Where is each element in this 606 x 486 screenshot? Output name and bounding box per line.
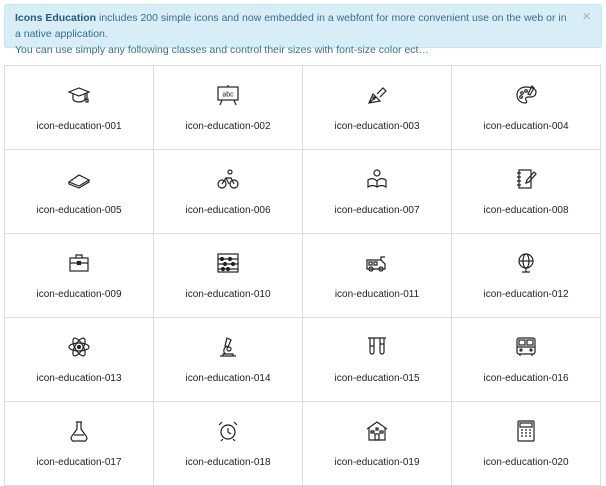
icon-label: icon-education-011 [334,289,420,300]
bicycle-icon [216,167,240,191]
icon-label: icon-education-013 [36,373,122,384]
icon-grid [4,65,602,486]
icon-card[interactable] [452,234,601,318]
icon-label: icon-education-012 [483,289,569,300]
bus-front-icon [514,335,538,359]
paint-palette-icon [514,83,538,107]
icon-card[interactable] [303,402,452,486]
fountain-pen-icon [365,83,389,107]
icon-card[interactable] [154,318,303,402]
icon-label: icon-education-015 [334,373,420,384]
icon-label: icon-education-018 [185,457,271,468]
icon-card[interactable] [452,402,601,486]
icon-card[interactable] [452,150,601,234]
icon-label: icon-education-001 [36,121,122,132]
icon-card[interactable] [5,234,154,318]
icon-card[interactable] [452,66,601,150]
icon-label: icon-education-009 [36,289,122,300]
globe-icon [514,251,538,275]
icon-label: icon-education-007 [334,205,420,216]
icon-label: icon-education-005 [36,205,122,216]
icon-label: icon-education-019 [334,457,420,468]
info-notice [4,4,602,56]
microscope-icon [216,335,240,359]
school-building-icon [365,419,389,443]
icon-card[interactable] [303,66,452,150]
notice-text-1: includes 200 simple icons and now embedded in a webfont for more convenient use on the web or in a native application. [15,12,567,40]
icon-label: icon-education-002 [185,121,271,132]
icon-card[interactable] [5,402,154,486]
icon-label: icon-education-006 [185,205,271,216]
test-tubes-icon [365,335,389,359]
notebook-pen-icon [514,167,538,191]
school-bus-icon [365,251,389,275]
icon-card[interactable] [452,318,601,402]
calculator-icon [514,419,538,443]
icon-card[interactable] [154,150,303,234]
icon-label: icon-education-014 [185,373,271,384]
icon-label: icon-education-008 [483,205,569,216]
notice-title: Icons Education [15,12,97,24]
graduation-cap-icon [67,83,91,107]
icon-card[interactable] [154,66,303,150]
notice-line-1 [15,10,575,42]
icon-label: icon-education-020 [483,457,569,468]
close-icon[interactable]: × [582,8,591,25]
icon-card[interactable] [154,234,303,318]
icon-label: icon-education-017 [36,457,122,468]
icon-label: icon-education-003 [334,121,420,132]
abacus-icon [216,251,240,275]
svg-text:abc: abc [222,91,234,99]
icon-card[interactable] [303,318,452,402]
notice-line-2: You can use simply any following classes and control their sizes with font-size color ect… [15,44,429,56]
icon-card[interactable] [5,150,154,234]
icon-card[interactable] [5,318,154,402]
briefcase-icon [67,251,91,275]
icon-card[interactable] [303,150,452,234]
alarm-clock-icon [216,419,240,443]
atom-icon [67,335,91,359]
icon-card[interactable] [154,402,303,486]
reading-person-icon [365,167,389,191]
abc-board-icon [216,83,240,107]
icon-card[interactable] [5,66,154,150]
icon-label: icon-education-010 [185,289,271,300]
icon-label: icon-education-016 [483,373,569,384]
icon-card[interactable] [303,234,452,318]
book-icon [67,167,91,191]
flask-icon [67,419,91,443]
icon-label: icon-education-004 [483,121,569,132]
